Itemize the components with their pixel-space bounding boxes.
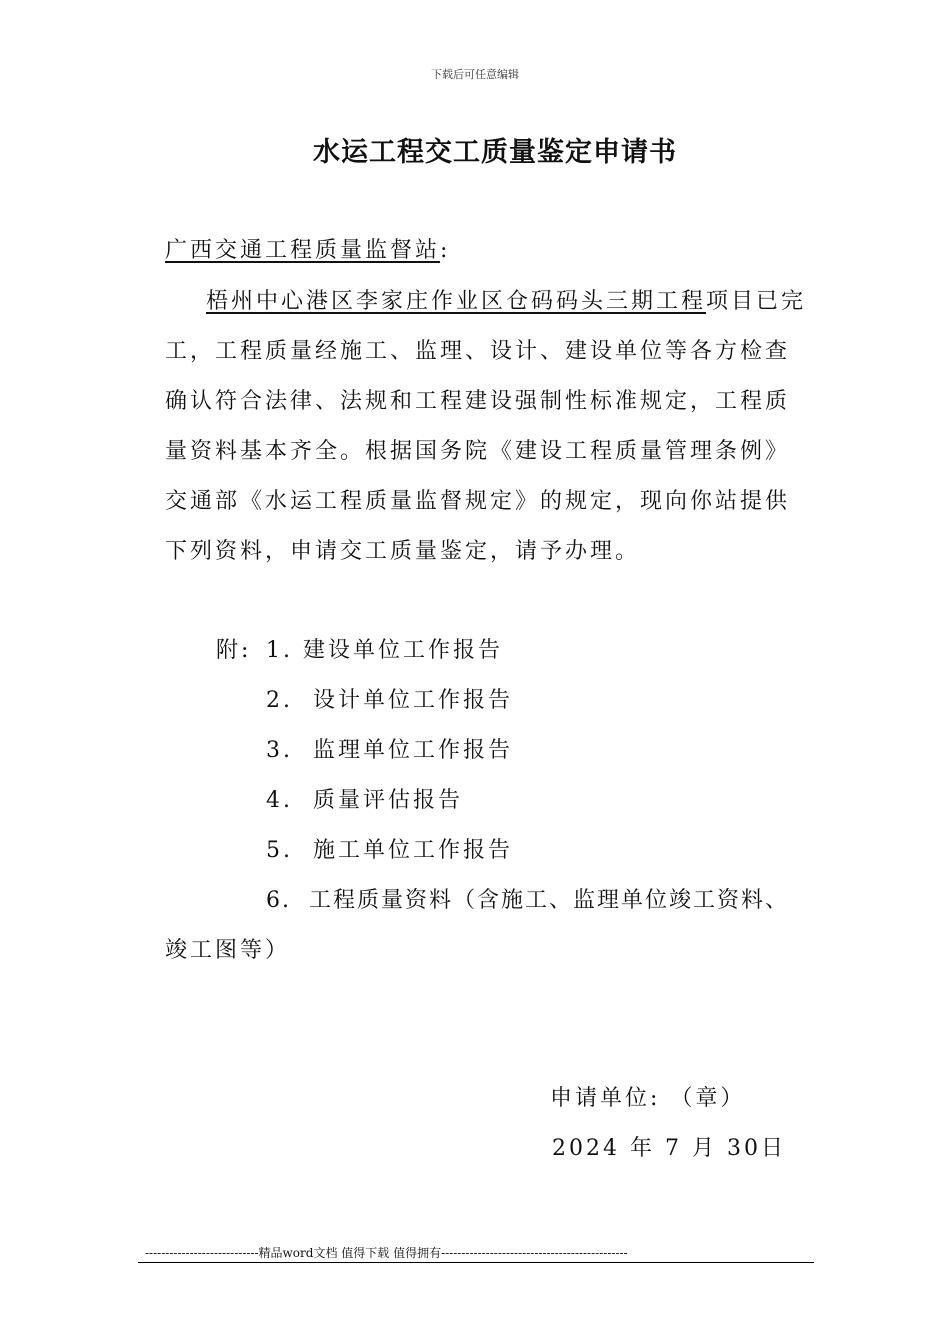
body-line-3: 确认符合法律、法规和工程建设强制性标准规定，工程质	[165, 389, 791, 414]
attachment-text: 建设单位工作报告	[303, 638, 504, 663]
attachment-text: 施工单位工作报告	[313, 838, 514, 863]
date-month: 7	[665, 1136, 683, 1161]
date-year-unit: 年	[630, 1136, 656, 1161]
footer-text: ----------------------------精品word文档 值得下载 值得拥有----------------------------------------------	[145, 1246, 628, 1260]
attachment-item-3	[266, 733, 513, 764]
date-day: 30	[727, 1136, 762, 1161]
attachment-text: 质量评估报告	[313, 788, 464, 813]
addressee-colon: :	[440, 238, 451, 263]
attachment-num: 1.	[266, 638, 293, 663]
attachment-num: 2.	[266, 688, 293, 713]
attachments-label: 附:	[216, 638, 252, 663]
attachment-num: 5.	[266, 838, 293, 863]
footer-divider	[138, 1262, 814, 1263]
applicant-label: 申请单位:	[550, 1086, 661, 1111]
header-note: 下载后可任意编辑	[431, 68, 519, 81]
seal-placeholder: （章）	[670, 1086, 746, 1111]
addressee: 广西交通工程质量监督站	[165, 238, 441, 263]
attachment-item-1	[266, 633, 503, 664]
date-year: 2024	[552, 1136, 620, 1161]
project-name: 梧州中心港区李家庄作业区仓码码头三期工程	[206, 289, 707, 314]
applicant-line	[550, 1081, 745, 1112]
attachment-text: 设计单位工作报告	[313, 688, 514, 713]
body-line-2: 工，工程质量经施工、监理、设计、建设单位等各方检查	[165, 339, 791, 364]
document-title: 水运工程交工质量鉴定申请书	[313, 137, 677, 168]
body-line-5: 交通部《水运工程质量监督规定》的规定，现向你站提供	[165, 489, 791, 514]
attachment-item-6	[266, 883, 789, 914]
attachment-num: 6.	[266, 888, 291, 913]
attachment-text: 工程质量资料（含施工、监理单位竣工资料、	[309, 888, 790, 913]
date-day-unit: 日	[761, 1136, 787, 1161]
body-line-1-rest: 项目已完	[706, 289, 807, 314]
attachment-item-6-continued: 竣工图等）	[165, 938, 291, 963]
attachment-text: 监理单位工作报告	[313, 738, 514, 763]
attachment-num: 4.	[266, 788, 293, 813]
attachment-item-2	[266, 683, 513, 714]
date-month-unit: 月	[692, 1136, 718, 1161]
application-date	[552, 1131, 786, 1162]
attachment-num: 3.	[266, 738, 293, 763]
addressee-line	[165, 233, 450, 264]
attachment-item-4	[266, 783, 463, 814]
body-line-1	[206, 284, 806, 315]
body-line-6: 下列资料，申请交工质量鉴定，请予办理。	[165, 539, 641, 564]
body-line-4: 量资料基本齐全。根据国务院《建设工程质量管理条例》	[165, 439, 791, 464]
attachment-item-5	[266, 833, 513, 864]
